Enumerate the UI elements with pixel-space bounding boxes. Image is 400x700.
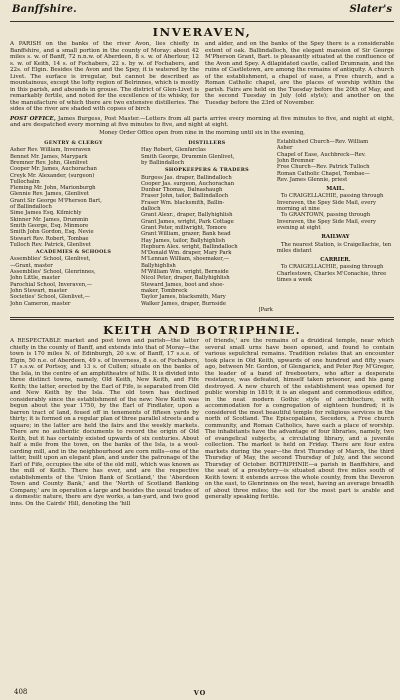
- money-order-notice: Money Order Office open from nine in the morning until six in the evening,: [99, 129, 305, 136]
- shopkeepers-heading: SHOPKEEPERS & TRADERS: [164, 167, 249, 174]
- gentry-entry: Smith George, Esq. Minmore: [10, 222, 89, 229]
- mail-grantown: To GRANTOWN, passing through Inveraven, the Spey Side Mail, every evening at eight: [276, 212, 376, 231]
- inveraven-intro-col2: and alder, and on the banks of the Spey there is a considerable extent of oak. Ballindalloch, the elegant mansion of Sir George M'Pherson Grant, Bart. is pleasantly situated at the confluence of the Avon and Spey. A dilapidated castle, called Drumnain, and the ruins of Castletown, are among the remains of antiquity. A church of the establishment, a chapel of ease, a Free church, and a Roman Catholic chapel, are the places of worship within the parish. Fairs are held on the Tuesday before the 20th of May, and the second Tuesday in July (old style); and another on the Tuesday before the 23rd of November.: [205, 41, 394, 106]
- gentry-entry: Tulloch Rev. Patrick, Glenlivet: [10, 241, 91, 248]
- gentry-entry: Tullochalm: [10, 178, 40, 185]
- inveraven-directory: [10, 139, 394, 313]
- school-entry: Societies' School, Glenlivet,—: [10, 294, 90, 301]
- gentry-entry: Cooper Mr. James, Auchorachan: [10, 166, 97, 173]
- academies-list: [10, 256, 137, 306]
- trader-entry: dalloch: [140, 206, 161, 213]
- places-of-worship-list: [277, 139, 394, 183]
- trader-entry: Cooper Jas. surgeon, Auchorachan: [140, 180, 235, 187]
- trader-entry: Walker James, draper, Burnside: [140, 300, 227, 307]
- distiller-entry: Smith George, Drummin Glenlivet,: [140, 153, 235, 160]
- trader-entry: Taylor James, blacksmith, Mary: [140, 294, 226, 301]
- inveraven-description: [10, 41, 394, 113]
- trader-entry: Steward James, boot and shoe-: [140, 281, 225, 288]
- gentry-entry: Bennet Mr. James, Marypark: [10, 153, 88, 160]
- mail-heading: MAIL.: [326, 186, 345, 193]
- trader-entry: M'Lennan William, shoemaker,—: [140, 256, 230, 263]
- gentry-clergy-heading: GENTRY & CLERGY: [44, 140, 103, 147]
- post-office-notice: [10, 116, 394, 129]
- carrier-note: To CRAIGELLACHIE, passing through Charlestown, Charles M'Conachie, three times a week: [276, 264, 387, 284]
- trader-entry: Fraser Wm. blacksmith, Ballin-: [140, 199, 225, 206]
- inveraven-title: INVERAVEN,: [152, 25, 252, 39]
- worship-entry: Established Church—Rev. William: [276, 139, 369, 146]
- directory-col-3: [277, 139, 394, 313]
- post-office-text: James Burgess, Post Master.—Letters from all parts arrive every morning at five minutes to five, and night at eight, and are despatched every morning at five minutes to five, and night at eight.: [10, 115, 395, 129]
- trader-entry: Grant William, grazer, Bank head: [140, 231, 231, 238]
- trader-entry: Fraser John, tailor, Ballindalloch: [140, 193, 229, 200]
- academies-heading: ACADEMIES & SCHOOLS: [35, 249, 112, 256]
- keith-title: KEITH AND BOTRIPHNIE.: [103, 323, 301, 338]
- gentry-entry: Grant Sir George M'Pherson Bart,: [10, 197, 102, 204]
- gentry-clergy-list: [10, 147, 137, 248]
- trader-entry: maker, Tombreck: [140, 287, 188, 294]
- shopkeepers-list: [141, 175, 273, 307]
- keith-col1: A RESPECTABLE market and post town and parish—the latter chiefly in the county of Banff, and extends into that of Moray—the town is 170 miles N. of Edinburgh, 20 s.w. of Banff, 17 s.s.e. of Elgin, 50 n.e. of Aberdeen, 49 s. of Inverness, 8 s.e. of Fochabers, 17 s.s.w. of Portsoy, and 13 s. of Cullen; situate on the banks of the Isla, in the centre of an amphitheatre of hills. It is divided into three distinct towns, namely, Old Keith, New Keith, and Fife Keith; the latter, erected by the Earl of Fife, is separated from Old and New Keith by the Isla. The old town has declined considerably since the establishment of the new: New Keith was begun about the year 1750, by the Earl of Findlater, upon a barren tract of land, feued off in tenements of fifteen yards by thirty; it is formed on a regular plan of three parallel streets and a square; in the latter are held the fairs and the weekly markets. There are no authentic documents to record the origin of Old Keith, but it has certainly existed upwards of six centuries. About half a mile from the town, on the banks of the Isla, is a wool-carding mill, and in the neighbourhood are corn mills—one of the latter, built upon an elegant plan, and under the patronage of the Earl of Fife, occupies the site of the old mill, which was known as the mill of Keith. There has ever, and are the respective establishments of the 'Union Bank of Scotland,' the 'Aberdeen Town and County Bank,' and the 'North of Scotland Banking Company,' are in operation a large and besides the usual trades of a domestic nature, there are dye works, a tan-yard, and two good inns. On the Cairds' Hill, denoting the 'hill: [10, 338, 199, 507]
- school-entry: Assemblies' School, Glenrinnes,: [10, 269, 96, 276]
- mail-craigellachie: To CRAIGELLACHIE, passing through Inveraven, the Spey Side Mail, every morning at nine: [276, 193, 384, 213]
- school-entry: Assemblies' School, Glenlivet,: [10, 256, 91, 263]
- park-continuation: [Park: [258, 306, 273, 313]
- worship-entry: Free Church—Rev. Patrick Tulloch: [276, 164, 370, 171]
- trader-entry: Dunbar Thomas, Dalnashaugh: [140, 187, 223, 194]
- worship-entry: Chapel of Ease, Auchbreck—Rev.: [276, 151, 366, 158]
- page-number: 408: [14, 688, 28, 696]
- inveraven-intro-col1: A PARISH on the banks of the river Avon, lies chiefly in Banffshire, and a small portion in the county of Moray: about 42 miles s. w. of Banff, 72 n.n.w. of Aberdeen, 8 s. w. of Aberlour, 12 s. w. of Keith, 14 s. of Fochabers, 22 s. by w. of Fochabers, and 22s. of Elgin. Besides the Avon and the Spey, it is watered by the Livet. The surface is irregular, but cannot be described as mountainous, except the lofty region of Belrinnes, which is mostly in this parish, and abounds in grouse. The district of Glen-Livet is remarkably fertile, and noted for the excellence of its whisky, for the manufacture of which there are two extensive distilleries. The sides of the river are shaded with copses of birch: [10, 41, 199, 112]
- gentry-entry: Fleming Mr. John, Marionburgh: [10, 185, 96, 192]
- gentry-entry: Asher Rev. William, Inveraven: [10, 147, 91, 154]
- trader-entry: Grant James, wright, Park Cottage: [140, 218, 234, 225]
- gentry-entry: Sime James Esq. Kilmichly: [10, 210, 82, 217]
- school-entry: John Stewart, master: [10, 287, 68, 294]
- trader-entry: Hepburn Alex. wright, Ballindalloch: [140, 243, 238, 250]
- directory-col-1: [10, 139, 137, 313]
- trader-entry: Grant Alexr., draper, Ballyhighlish: [140, 212, 233, 219]
- distiller-entry: Hay Robert, Glenfarclas: [140, 147, 206, 154]
- worship-entry: Asher: [276, 145, 293, 152]
- trader-entry: M'William Wm. wright, Bernside: [140, 269, 229, 276]
- gentry-entry: Glennie Rev. James, Glenlivet: [10, 191, 89, 198]
- school-entry: —Grant, master: [10, 262, 53, 269]
- distillers-list: [141, 147, 273, 166]
- trader-entry: Hay James, tailor, Ballyhighlish: [140, 237, 225, 244]
- trader-entry: Ballyhighlish: [140, 262, 176, 269]
- section-divider: [10, 317, 394, 320]
- gentry-entry: Creyk Mr. Alexander, (surgeon): [10, 172, 95, 179]
- trader-entry: Burgess Jas. draper, Ballindalloch: [140, 174, 232, 181]
- keith-col2: of friends,' are the remains of a druidical temple, near which several small urns have been opened, and found to contain various sepulchral remains. Tradition relates that an encounter took place in Old Keith, upwards of one hundred and fifty years ago, between Mr. Gordon, of Glengarick, and Peter Roy M'Gregor, the leader of a band of freebooters, who after a desperate resistance, was defeated, himself taken prisoner, and his gang destroyed. A new church of the establishment was opened for public worship in 1819; it is an elegant and commodious edifice, in the neat modern Gothic style of architecture, with accommodation for a congregation of eighteen hundred; it is considered the most beautiful temple for religious services in the north of Scotland. The Episcopalians, Seceders, a Free church community, and Roman Catholics, have each a place of worship. The inhabitants have the advantage of four libraries, namely, two of evangelical subjects, a circulating library, and a juvenile collection. The market is held on Friday. There are four extra markets during the year—the first Thursday of March, the third Thursday of May, the second Thursday of July, and the second Thursday of October. BOTRIPHNIE—a parish in Banffshire, and the seat of a presbytery—is situated about five miles south of Keith town: it extends across the whole county, from the Deveron on the east, to Glenrinnes on the west, having an average breadth of about three miles; the soil for the most part is arable and generally speaking fertile.: [205, 338, 394, 501]
- gentry-entry: Bremner Rev. John, Glenlivet: [10, 159, 88, 166]
- keith-description: [10, 338, 394, 507]
- worship-entry: Rev. James Glennie, priest: [276, 176, 348, 183]
- railway-note: The nearest Station, is Craigellachie, ten miles distant: [276, 241, 392, 254]
- trader-entry: M'Donald Wm. draper, Mary Park: [140, 250, 232, 257]
- gentry-entry: Skinner Mr. James, Drummin: [10, 216, 89, 223]
- post-office-label: POST OFFICE,: [10, 115, 56, 122]
- school-entry: John Little, master: [10, 275, 61, 282]
- trader-entry: Nicol Peter, draper, Ballyhighlish: [140, 275, 230, 282]
- trader-entry: Grant Peter, millwright, Tomore: [140, 224, 227, 231]
- school-entry: Parochial School, Inveraven,—: [10, 281, 93, 288]
- county-name: Banffshire.: [12, 4, 77, 15]
- signature-mark: VO: [193, 689, 207, 697]
- carrier-heading: CARRIER.: [320, 257, 351, 264]
- school-entry: John Cameron, master: [10, 300, 71, 307]
- publisher-name: Slater's: [349, 4, 392, 15]
- gentry-entry: of Ballindalloch: [10, 204, 52, 211]
- distillers-heading: DISTILLERS: [188, 140, 226, 147]
- worship-entry: John Bremner: [276, 157, 315, 164]
- railway-heading: RAILWAY: [321, 234, 350, 241]
- running-head: [10, 4, 394, 22]
- worship-entry: Roman Catholic Chapel, Tombae—: [276, 170, 370, 177]
- distiller-entry: by Ballindalloch: [140, 159, 185, 166]
- gentry-entry: Smith John Gordon, Esq. Nevie: [10, 229, 94, 236]
- directory-col-2: [141, 139, 273, 313]
- gentry-entry: Stewart Rev. Robert, Tombae: [10, 235, 89, 242]
